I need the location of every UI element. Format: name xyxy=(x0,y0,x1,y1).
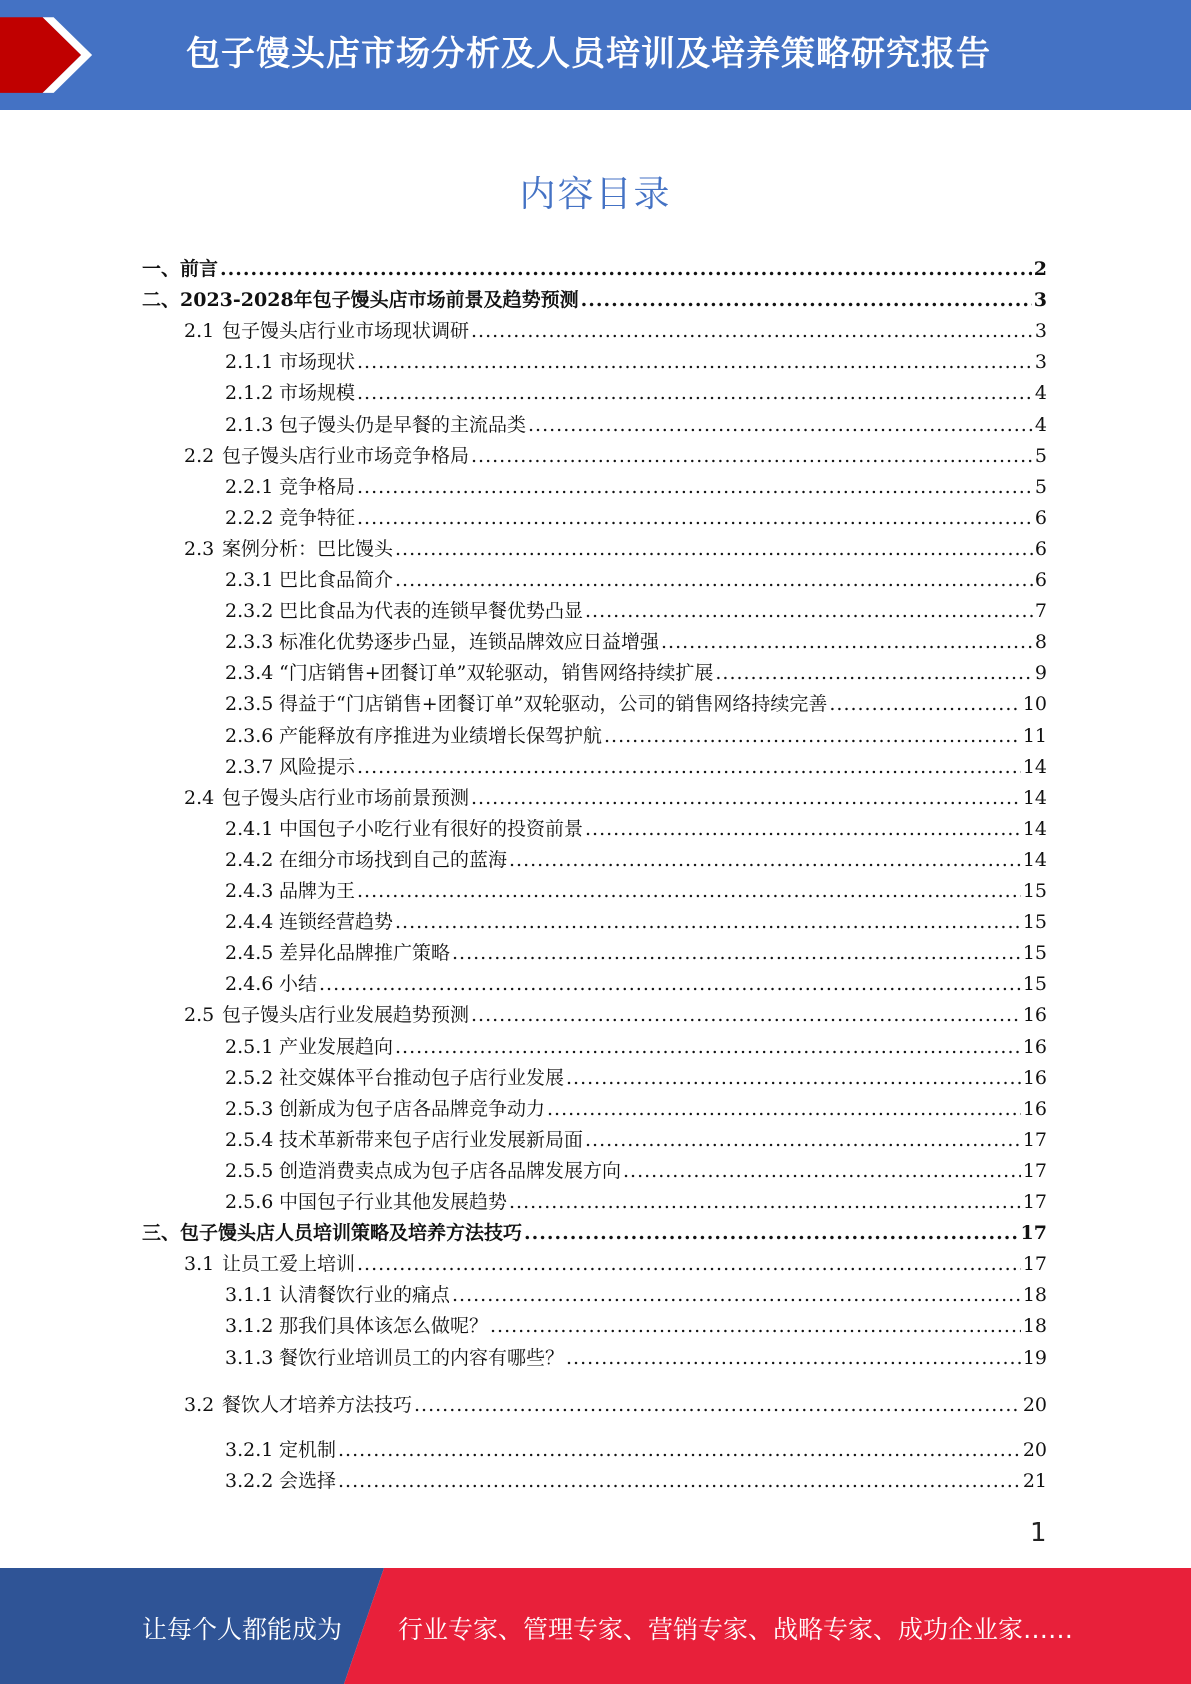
toc-entry[interactable] xyxy=(225,598,1047,624)
toc-dot-leader xyxy=(566,1345,1021,1371)
toc-entry-number: 2.2.2 xyxy=(225,507,274,529)
toc-dot-leader xyxy=(452,1282,1021,1308)
toc-entry-page: 19 xyxy=(1022,1347,1047,1369)
toc-entry-page: 10 xyxy=(1022,693,1047,715)
toc-entry[interactable] xyxy=(225,349,1047,375)
footer-slogan-left: 让每个人都能成为 xyxy=(142,1615,343,1644)
toc-entry-page: 8 xyxy=(1034,631,1047,653)
toc-entry-page: 2 xyxy=(1033,258,1047,280)
toc-entry-title: 得益于“门店销售+团餐订单”双轮驱动，公司的销售网络持续完善 xyxy=(279,693,828,715)
toc-entry-title: 产业发展趋向 xyxy=(279,1036,394,1058)
toc-dot-leader xyxy=(414,1392,1021,1418)
toc-entry-number: 2.5.6 xyxy=(225,1191,274,1213)
toc-entry-page: 15 xyxy=(1022,911,1047,933)
toc-entry-number: 2.4.6 xyxy=(225,973,274,995)
toc-entry-number: 2.1 xyxy=(184,320,215,342)
toc-entry[interactable] xyxy=(225,1189,1047,1215)
toc-entry-number: 3.2.1 xyxy=(225,1439,274,1461)
toc-entry-title: 连锁经营趋势 xyxy=(279,911,394,933)
toc-entry-title: 前言 xyxy=(180,258,219,280)
toc-dot-leader xyxy=(585,1127,1021,1153)
toc-dot-leader xyxy=(357,878,1021,904)
toc-entry-title: 定机制 xyxy=(279,1439,337,1461)
toc-entry-title: 市场规模 xyxy=(279,382,356,404)
toc-entry[interactable] xyxy=(184,1251,1047,1277)
toc-dot-leader xyxy=(357,1251,1021,1277)
toc-heading: 内容目录 xyxy=(519,174,672,215)
toc-entry-page: 18 xyxy=(1022,1284,1047,1306)
toc-dot-leader xyxy=(395,909,1021,935)
toc-entry-page: 3 xyxy=(1034,320,1047,342)
toc-dot-leader xyxy=(220,256,1032,282)
toc-entry-page: 15 xyxy=(1022,973,1047,995)
toc-entry-title: 会选择 xyxy=(279,1470,337,1492)
toc-entry-page: 15 xyxy=(1022,880,1047,902)
toc-entry[interactable] xyxy=(225,909,1047,935)
toc-entry-title: 包子馒头店行业市场前景预测 xyxy=(222,787,470,809)
toc-dot-leader xyxy=(566,1065,1021,1091)
toc-entry-title: 品牌为王 xyxy=(279,880,356,902)
toc-entry-title: 中国包子行业其他发展趋势 xyxy=(279,1191,508,1213)
toc-dot-leader xyxy=(715,660,1033,686)
toc-entry-title: 包子馒头店行业市场竞争格局 xyxy=(222,445,470,467)
toc-entry-title: 中国包子小吃行业有很好的投资前景 xyxy=(279,818,584,840)
toc-dot-leader xyxy=(585,816,1021,842)
toc-entry-number: 2.4.1 xyxy=(225,818,274,840)
toc-entry[interactable] xyxy=(184,785,1047,811)
toc-dot-leader xyxy=(524,1220,1019,1246)
toc-entry-page: 6 xyxy=(1034,538,1047,560)
toc-dot-leader xyxy=(357,505,1033,531)
toc-entry-page: 21 xyxy=(1022,1470,1047,1492)
toc-entry-title: 餐饮人才培养方法技巧 xyxy=(222,1394,413,1416)
toc-entry-page: 9 xyxy=(1034,662,1047,684)
toc-entry-page: 3 xyxy=(1034,351,1047,373)
toc-entry[interactable] xyxy=(225,1065,1047,1091)
toc-entry-page: 14 xyxy=(1022,756,1047,778)
toc-entry[interactable] xyxy=(225,629,1047,655)
toc-dot-leader xyxy=(471,785,1021,811)
toc-entry-number: 3.1.1 xyxy=(225,1284,274,1306)
toc-entry-page: 18 xyxy=(1022,1315,1047,1337)
toc-entry-number: 2.5.2 xyxy=(225,1067,274,1089)
toc-dot-leader xyxy=(547,1096,1021,1122)
toc-entry[interactable] xyxy=(184,443,1047,469)
toc-entry-page: 14 xyxy=(1022,849,1047,871)
toc-dot-leader xyxy=(581,287,1032,313)
toc-dot-leader xyxy=(623,1158,1021,1184)
toc-dot-leader xyxy=(471,318,1033,344)
toc-entry[interactable] xyxy=(225,1437,1047,1463)
toc-entry[interactable] xyxy=(184,318,1047,344)
toc-entry-title: 2023-2028年包子馒头店市场前景及趋势预测 xyxy=(180,289,579,311)
toc-entry[interactable] xyxy=(225,816,1047,842)
toc-entry-page: 11 xyxy=(1022,725,1047,747)
toc-entry[interactable] xyxy=(225,505,1047,531)
toc-entry-title: 产能释放有序推进为业绩增长保驾护航 xyxy=(279,725,603,747)
toc-entry-number: 2.5 xyxy=(184,1004,215,1026)
toc-entry-title: 包子馒头店行业发展趋势预测 xyxy=(222,1004,470,1026)
toc-entry-page: 17 xyxy=(1022,1191,1047,1213)
toc-dot-leader xyxy=(509,847,1021,873)
toc-entry-title: 标准化优势逐步凸显，连锁品牌效应日益增强 xyxy=(279,631,660,653)
toc-entry-number: 3.2 xyxy=(184,1394,215,1416)
toc-entry-title: 在细分市场找到自己的蓝海 xyxy=(279,849,508,871)
toc-entry-page: 4 xyxy=(1034,382,1047,404)
toc-entry-title: “门店销售+团餐订单”双轮驱动，销售网络持续扩展 xyxy=(279,662,714,684)
toc-entry-number: 一、 xyxy=(142,258,181,280)
toc-entry-number: 2.5.3 xyxy=(225,1098,274,1120)
report-title: 包子馒头店市场分析及人员培训及培养策略研究报告 xyxy=(186,34,991,74)
toc-entry-number: 3.2.2 xyxy=(225,1470,274,1492)
toc-entry-title: 竞争特征 xyxy=(279,507,356,529)
toc-entry[interactable] xyxy=(225,1034,1047,1060)
toc-entry-page: 16 xyxy=(1022,1036,1047,1058)
toc-dot-leader xyxy=(829,691,1020,717)
toc-entry-number: 2.5.4 xyxy=(225,1129,274,1151)
toc-entry-number: 2.3 xyxy=(184,538,215,560)
toc-dot-leader xyxy=(452,940,1021,966)
toc-entry-page: 17 xyxy=(1020,1222,1047,1244)
toc-entry-page: 7 xyxy=(1034,600,1047,622)
toc-entry[interactable] xyxy=(142,256,1047,282)
toc-dot-leader xyxy=(319,971,1021,997)
toc-entry-page: 5 xyxy=(1034,476,1047,498)
toc-entry-title: 包子馒头仍是早餐的主流品类 xyxy=(279,414,527,436)
toc-entry[interactable] xyxy=(225,1096,1047,1122)
toc-entry-number: 2.2 xyxy=(184,445,215,467)
toc-entry[interactable] xyxy=(225,1313,1047,1339)
toc-entry-page: 3 xyxy=(1033,289,1047,311)
toc-entry-page: 16 xyxy=(1022,1004,1047,1026)
toc-entry-title: 市场现状 xyxy=(279,351,356,373)
toc-entry-number: 2.4.3 xyxy=(225,880,274,902)
toc-entry-title: 风险提示 xyxy=(279,756,356,778)
toc-entry-title: 巴比食品简介 xyxy=(279,569,394,591)
toc-entry-title: 让员工爱上培训 xyxy=(222,1253,356,1275)
toc-entry-number: 2.3.6 xyxy=(225,725,274,747)
toc-entry[interactable] xyxy=(225,754,1047,780)
toc-entry-number: 3.1.3 xyxy=(225,1347,274,1369)
toc-entry-page: 15 xyxy=(1022,942,1047,964)
toc-dot-leader xyxy=(357,754,1021,780)
toc-entry-title: 餐饮行业培训员工的内容有哪些？ xyxy=(279,1347,565,1369)
toc-entry-number: 2.3.1 xyxy=(225,569,274,591)
toc-entry-title: 小结 xyxy=(279,973,318,995)
toc-entry-page: 6 xyxy=(1034,569,1047,591)
toc-entry-number: 2.1.2 xyxy=(225,382,274,404)
toc-entry-number: 2.5.5 xyxy=(225,1160,274,1182)
toc-entry[interactable] xyxy=(225,567,1047,593)
toc-entry[interactable] xyxy=(184,1392,1047,1418)
toc-entry[interactable] xyxy=(184,1002,1047,1028)
toc-entry-page: 17 xyxy=(1022,1160,1047,1182)
toc-entry[interactable] xyxy=(225,380,1047,406)
toc-entry-number: 2.1.3 xyxy=(225,414,274,436)
toc-entry[interactable] xyxy=(225,878,1047,904)
footer-band xyxy=(0,1568,1191,1684)
toc-entry-title: 创新成为包子店各品牌竞争动力 xyxy=(279,1098,546,1120)
toc-entry-title: 创造消费卖点成为包子店各品牌发展方向 xyxy=(279,1160,622,1182)
toc-entry-number: 2.2.1 xyxy=(225,476,274,498)
toc-entry[interactable] xyxy=(225,723,1047,749)
toc-entry-page: 6 xyxy=(1034,507,1047,529)
toc-entry-number: 2.3.2 xyxy=(225,600,274,622)
toc-entry-page: 5 xyxy=(1034,445,1047,467)
toc-entry[interactable] xyxy=(225,691,1047,717)
toc-dot-leader xyxy=(357,349,1033,375)
toc-dot-leader xyxy=(338,1437,1021,1463)
toc-entry[interactable] xyxy=(225,1345,1047,1371)
toc-entry-title: 竞争格局 xyxy=(279,476,356,498)
toc-entry-number: 2.5.1 xyxy=(225,1036,274,1058)
toc-entry-title: 认清餐饮行业的痛点 xyxy=(279,1284,451,1306)
toc-entry-number: 3.1 xyxy=(184,1253,215,1275)
toc-entry[interactable] xyxy=(142,287,1047,313)
toc-dot-leader xyxy=(604,723,1021,749)
toc-entry-page: 16 xyxy=(1022,1098,1047,1120)
toc-entry-page: 20 xyxy=(1022,1439,1047,1461)
toc-entry-number: 三、 xyxy=(142,1222,181,1244)
toc-entry-title: 差异化品牌推广策略 xyxy=(279,942,451,964)
toc-entry-title: 包子馒头店行业市场现状调研 xyxy=(222,320,470,342)
toc-entry-page: 14 xyxy=(1022,818,1047,840)
toc-entry-title: 包子馒头店人员培训策略及培养方法技巧 xyxy=(180,1222,523,1244)
toc-entry-page: 4 xyxy=(1034,414,1047,436)
toc-entry[interactable] xyxy=(225,474,1047,500)
toc-dot-leader xyxy=(585,598,1033,624)
toc-entry-number: 2.3.5 xyxy=(225,693,274,715)
toc-dot-leader xyxy=(395,567,1033,593)
toc-dot-leader xyxy=(509,1189,1021,1215)
toc-entry-number: 2.4.2 xyxy=(225,849,274,871)
toc-entry-page: 17 xyxy=(1022,1253,1047,1275)
toc-entry-number: 2.4.4 xyxy=(225,911,274,933)
toc-dot-leader xyxy=(357,380,1033,406)
toc-entry-page: 16 xyxy=(1022,1067,1047,1089)
toc-entry[interactable] xyxy=(225,971,1047,997)
toc-entry-page: 20 xyxy=(1022,1394,1047,1416)
toc-dot-leader xyxy=(528,412,1033,438)
toc-entry[interactable] xyxy=(225,412,1047,438)
toc-entry-number: 2.4 xyxy=(184,787,215,809)
toc-dot-leader xyxy=(395,536,1033,562)
toc-dot-leader xyxy=(490,1313,1021,1339)
toc-entry[interactable] xyxy=(225,847,1047,873)
toc-entry[interactable] xyxy=(225,1127,1047,1153)
toc-dot-leader xyxy=(357,474,1033,500)
toc-entry-title: 社交媒体平台推动包子店行业发展 xyxy=(279,1067,565,1089)
footer-slogan-right: 行业专家、管理专家、营销专家、战略专家、成功企业家…… xyxy=(398,1615,1074,1644)
toc-entry[interactable] xyxy=(184,536,1047,562)
toc-dot-leader xyxy=(471,443,1033,469)
toc-entry-number: 2.3.7 xyxy=(225,756,274,778)
toc-entry-number: 二、 xyxy=(142,289,181,311)
toc-entry[interactable] xyxy=(225,1468,1047,1494)
toc-entry[interactable] xyxy=(225,660,1047,686)
page-number: 1 xyxy=(1030,1518,1047,1548)
toc-entry-number: 2.4.5 xyxy=(225,942,274,964)
toc-dot-leader xyxy=(661,629,1033,655)
toc-entry-title: 巴比食品为代表的连锁早餐优势凸显 xyxy=(279,600,584,622)
toc-dot-leader xyxy=(338,1468,1021,1494)
toc-entry-title: 案例分析：巴比馒头 xyxy=(222,538,394,560)
toc-entry-number: 2.1.1 xyxy=(225,351,274,373)
toc-entry[interactable] xyxy=(142,1220,1047,1246)
toc-dot-leader xyxy=(395,1034,1021,1060)
toc-entry-title: 技术革新带来包子店行业发展新局面 xyxy=(279,1129,584,1151)
toc-entry[interactable] xyxy=(225,1282,1047,1308)
toc-entry-page: 17 xyxy=(1022,1129,1047,1151)
toc-entry[interactable] xyxy=(225,940,1047,966)
toc-dot-leader xyxy=(471,1002,1021,1028)
toc-entry-number: 3.1.2 xyxy=(225,1315,274,1337)
toc-entry-page: 14 xyxy=(1022,787,1047,809)
toc-entry-number: 2.3.4 xyxy=(225,662,274,684)
toc-entry-title: 那我们具体该怎么做呢？ xyxy=(279,1315,489,1337)
toc-entry[interactable] xyxy=(225,1158,1047,1184)
toc-entry-number: 2.3.3 xyxy=(225,631,274,653)
